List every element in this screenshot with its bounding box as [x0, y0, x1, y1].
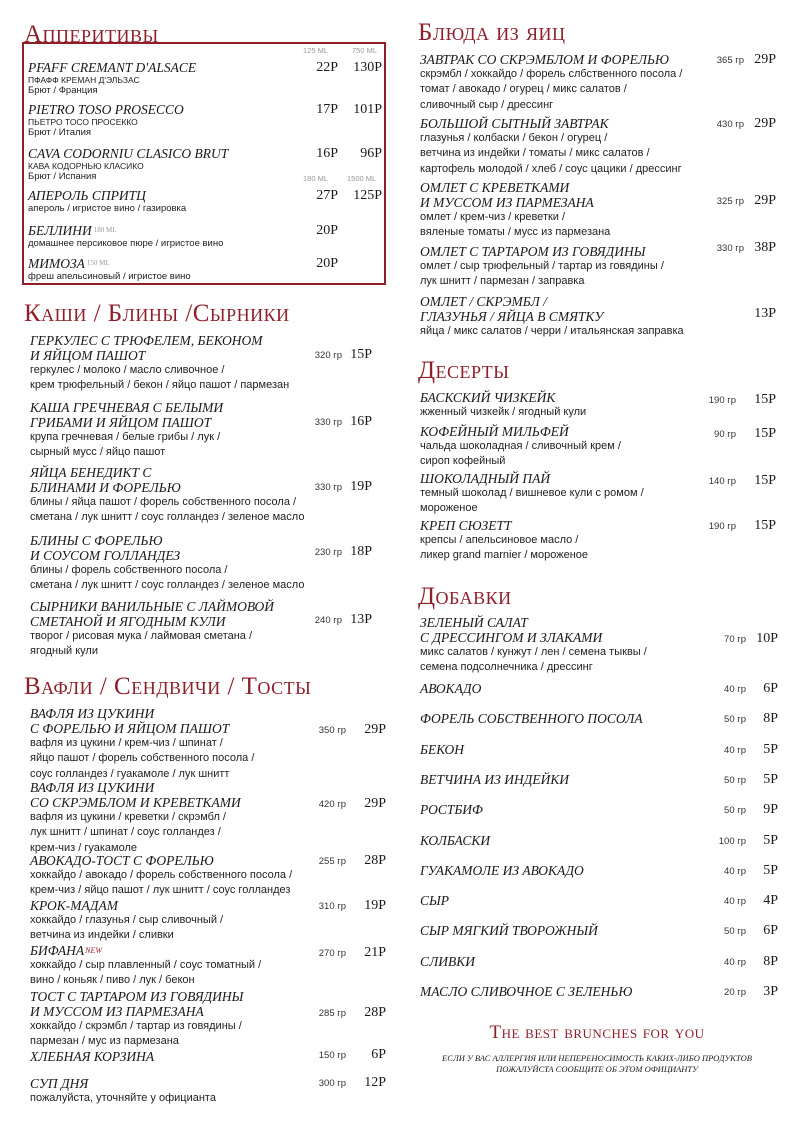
- price-small: 20Р: [316, 223, 338, 238]
- item-weight: 40 гр: [724, 896, 746, 908]
- item-name: И МУССОМ ИЗ ПАРМЕЗАНА: [420, 195, 594, 210]
- menu-item: [30, 400, 386, 461]
- item-weight: 365 гр: [716, 55, 744, 66]
- item-name: ОМЛЕТ С КРЕВЕТКАМИ: [420, 180, 570, 195]
- eggs-heading: Блюда из яиц: [418, 19, 566, 46]
- menu-item: [30, 853, 386, 899]
- item-name: ГРИБАМИ И ЯЙЦОМ ПАШОТ: [30, 415, 212, 430]
- menu-item: [30, 706, 386, 782]
- item-name: ГУАКАМОЛЕ ИЗ АВОКАДО: [420, 862, 584, 878]
- item-name: PIETRO TOSO PROSECCO: [28, 102, 184, 117]
- item-name: ВЕТЧИНА ИЗ ИНДЕЙКИ: [420, 771, 570, 787]
- item-name: БЕКОН: [420, 741, 465, 757]
- item-weight: 330 гр: [314, 482, 342, 493]
- menu-item: [420, 240, 776, 290]
- item-desc: омлет / крем-чиз / креветки /: [420, 211, 566, 223]
- allergy-note: [418, 1053, 776, 1075]
- menu-item: [30, 533, 386, 594]
- item-weight: 255 гр: [318, 856, 346, 867]
- addon-item: [420, 802, 776, 817]
- item-desc: крепсы / апельсиновое масло /: [420, 534, 579, 546]
- item-name: КРОК-МАДАМ: [30, 898, 119, 913]
- item-desc: Брют / Франция: [28, 85, 98, 96]
- aperitif-item: [28, 188, 386, 214]
- item-price: 15Р: [754, 473, 776, 488]
- item-name: ГЕРКУЛЕС С ТРЮФЕЛЕМ, БЕКОНОМ: [30, 333, 263, 348]
- item-desc: крем-чиз / яйцо пашот / лук шнитт / соус голландез: [30, 884, 291, 897]
- item-name: ОМЛЕТ С ТАРТАРОМ ИЗ ГОВЯДИНЫ: [420, 244, 646, 259]
- item-name: И ЯЙЦОМ ПАШОТ: [30, 348, 146, 363]
- item-weight: 230 гр: [314, 547, 342, 558]
- item-desc: хоккайдо / авокадо / форель собственного посола /: [30, 869, 293, 881]
- item-name: СМЕТАНОЙ И ЯГОДНЫМ КУЛИ: [30, 614, 226, 629]
- item-name: КАША ГРЕЧНЕВАЯ С БЕЛЫМИ: [30, 400, 224, 415]
- item-weight: 40 гр: [724, 684, 746, 695]
- item-weight: 50 гр: [724, 774, 746, 786]
- item-name: СО СКРЭМБЛОМ И КРЕВЕТКАМИ: [30, 795, 241, 810]
- item-name: АВОКАДО-ТОСТ С ФОРЕЛЬЮ: [30, 853, 214, 868]
- item-name: И МУССОМ ИЗ ПАРМЕЗАНА: [30, 1004, 204, 1019]
- item-weight: 140 гр: [708, 476, 736, 487]
- allergy-note-line: ПОЖАЛУЙСТА СООБЩИТЕ ОБ ЭТОМ ОФИЦИАНТУ: [496, 1064, 698, 1074]
- item-weight: 330 гр: [716, 243, 744, 254]
- item-weight: 50 гр: [724, 926, 746, 938]
- item-desc: крем трюфельный / бекон / яйцо пашот / пармезан: [30, 379, 290, 392]
- vol-header-1500: 1500 ML: [347, 174, 377, 183]
- menu-item: [30, 465, 386, 526]
- item-price: 6Р: [763, 681, 778, 696]
- item-name: БОЛЬШОЙ СЫТНЫЙ ЗАВТРАК: [420, 116, 609, 131]
- item-volume: 150 ML: [86, 259, 110, 267]
- menu-item: [420, 518, 776, 564]
- item-name: С ФОРЕЛЬЮ И ЯЙЦОМ ПАШОТ: [30, 721, 230, 736]
- item-price: 5Р: [763, 741, 778, 757]
- menu-item: [30, 943, 386, 989]
- aperitif-item: [28, 223, 386, 249]
- item-desc: семена подсолнечника / дрессинг: [420, 661, 593, 674]
- item-price: 12Р: [364, 1075, 386, 1090]
- menu-item: [420, 180, 776, 241]
- addon-item: [420, 742, 776, 757]
- item-price: 29Р: [754, 116, 776, 131]
- item-desc: вяленые томаты / мусс из пармезана: [420, 226, 611, 239]
- item-name: ГЛАЗУНЬЯ / ЯЙЦА В СМЯТКУ: [420, 309, 604, 324]
- aperitif-item: [28, 146, 386, 182]
- vol-header-125: 125 ML: [303, 46, 329, 55]
- item-price: 6Р: [371, 1047, 386, 1062]
- menu-item: [30, 333, 386, 394]
- item-desc: домашнее персиковое пюре / игристое вино: [28, 238, 224, 249]
- item-desc: апероль / игристое вино / газировка: [28, 203, 187, 214]
- item-desc: хоккайдо / скрэмбл / тартар из говядины /: [30, 1020, 242, 1032]
- item-desc: сырный мусс / яйцо пашот: [30, 446, 166, 459]
- item-weight: 285 гр: [318, 1008, 346, 1019]
- item-name: ШОКОЛАДНЫЙ ПАЙ: [420, 471, 551, 486]
- item-price: 6Р: [763, 923, 778, 939]
- item-name: МИМОЗА: [28, 256, 85, 271]
- item-name: ХЛЕБНАЯ КОРЗИНА: [30, 1049, 155, 1064]
- menu-item: [30, 1076, 386, 1106]
- item-price: 16Р: [350, 414, 372, 429]
- addon-item: [420, 681, 776, 696]
- item-desc: хоккайдо / сыр плавленный / соус томатный /: [30, 959, 262, 971]
- item-name: ТОСТ С ТАРТАРОМ ИЗ ГОВЯДИНЫ: [30, 989, 244, 1004]
- item-name: СЫР МЯГКИЙ ТВОРОЖНЫЙ: [420, 923, 598, 939]
- menu-item: [420, 471, 776, 517]
- item-name: МАСЛО СЛИВОЧНОЕ С ЗЕЛЕНЬЮ: [420, 984, 633, 999]
- item-name: ЯЙЦА БЕНЕДИКТ С: [30, 465, 152, 480]
- item-weight: 270 гр: [318, 948, 346, 959]
- waffles-heading: Вафли / Сендвичи / Тосты: [24, 673, 312, 700]
- item-price: 29Р: [754, 193, 776, 208]
- item-price: 13Р: [350, 612, 372, 627]
- item-weight: 320 гр: [314, 350, 342, 361]
- item-name: ВАФЛЯ ИЗ ЦУКИНИ: [30, 706, 155, 721]
- tagline: The best brunches for you: [489, 1022, 705, 1043]
- aperitif-item: [28, 102, 386, 138]
- menu-item: [30, 599, 386, 660]
- item-weight: 350 гр: [318, 725, 346, 736]
- price-large: 130Р: [353, 60, 382, 75]
- item-weight: 100 гр: [718, 835, 746, 847]
- item-desc: крупа гречневая / белые грибы / лук /: [30, 431, 221, 443]
- item-name: БЛИНЫ С ФОРЕЛЬЮ: [30, 533, 163, 548]
- addons-heading: Добавки: [418, 583, 512, 610]
- item-name: ФОРЕЛЬ СОБСТВЕННОГО ПОСОЛА: [420, 711, 643, 727]
- addon-item: [420, 923, 776, 938]
- menu-item: [420, 294, 776, 339]
- item-price: 38Р: [754, 240, 776, 255]
- vol-header-180: 180 ML: [303, 174, 329, 183]
- item-desc: вафля из цукини / креветки / скрэмбл /: [30, 811, 226, 823]
- item-desc: фреш апельсиновый / игристое вино: [28, 271, 191, 282]
- item-name: БИФАНА: [30, 943, 85, 958]
- item-price: 5Р: [763, 832, 778, 848]
- item-price: 3Р: [763, 984, 778, 999]
- item-desc: картофель молодой / хлеб / соус цацики / дрессинг: [420, 162, 682, 175]
- item-desc: соус голландез / гуакамоле / лук шнитт: [30, 767, 230, 780]
- menu-item: [420, 390, 776, 420]
- item-subname: ПФАФФ КРЕМАН Д'ЭЛЬЗАС: [28, 75, 140, 85]
- item-desc: ветчина из индейки / сливки: [30, 929, 174, 942]
- item-desc: сметана / лук шнитт / соус голландез / зеленое масло: [30, 579, 305, 592]
- item-name: СУП ДНЯ: [30, 1076, 89, 1091]
- item-desc: пожалуйста, уточняйте у официанта: [30, 1092, 216, 1104]
- item-name: БАСКСКИЙ ЧИЗКЕЙК: [420, 390, 556, 405]
- item-price: 28Р: [364, 853, 386, 868]
- item-desc: скрэмбл / хоккайдо / форель слбственного посола /: [420, 68, 683, 80]
- item-price: 5Р: [763, 862, 778, 878]
- item-name: КОФЕЙНЫЙ МИЛЬФЕЙ: [420, 424, 569, 439]
- item-desc: хоккайдо / глазунья / сыр сливочный /: [30, 914, 224, 926]
- item-weight: 70 гр: [724, 634, 746, 645]
- item-desc: чальда шоколадная / сливочный крем /: [420, 440, 621, 452]
- item-desc: пармезан / мус из пармезана: [30, 1035, 179, 1048]
- menu-item: [420, 52, 776, 113]
- menu-item: [30, 898, 386, 944]
- price-small: 27Р: [316, 188, 338, 203]
- item-desc: лук шнитт / шпинат / соус голландез /: [30, 826, 221, 839]
- addon-item: [420, 833, 776, 848]
- item-weight: 300 гр: [318, 1078, 346, 1089]
- item-price: 15Р: [754, 426, 776, 441]
- item-name: АВОКАДО: [420, 681, 482, 696]
- item-price: 5Р: [763, 771, 778, 787]
- item-weight: 310 гр: [318, 901, 346, 912]
- item-name: ВАФЛЯ ИЗ ЦУКИНИ: [30, 780, 155, 795]
- item-weight: 420 гр: [318, 799, 346, 810]
- price-small: 17Р: [316, 102, 338, 117]
- desserts-heading: Десерты: [418, 357, 510, 384]
- item-price: 28Р: [364, 1005, 386, 1020]
- item-price: 8Р: [763, 953, 778, 969]
- item-price: 18Р: [350, 544, 372, 559]
- price-large: 125Р: [353, 188, 382, 203]
- item-weight: 20 гр: [724, 987, 746, 998]
- addon-item: [420, 984, 776, 999]
- item-desc: омлет / сыр трюфельный / тартар из говядины /: [420, 260, 664, 272]
- item-price: 8Р: [763, 711, 778, 727]
- item-weight: 325 гр: [716, 196, 744, 207]
- menu-item: [30, 989, 386, 1050]
- new-badge: NEW: [85, 946, 103, 955]
- item-weight: 150 гр: [318, 1050, 346, 1061]
- item-price: 21Р: [364, 945, 386, 960]
- item-desc: сливочный сыр / дрессинг: [420, 98, 554, 111]
- aperitif-item: [28, 60, 386, 96]
- item-desc: сметана / лук шнитт / соус голландез / зеленое масло: [30, 511, 305, 524]
- item-weight: 40 гр: [724, 865, 746, 877]
- item-desc: творог / рисовая мука / лаймовая сметана /: [30, 630, 253, 642]
- item-desc: жженный чизкейк / ягодный кули: [420, 406, 587, 418]
- item-name: СЫР: [420, 893, 450, 909]
- item-desc: вафля из цукини / крем-чиз / шпинат /: [30, 737, 223, 749]
- item-name: РОСТБИФ: [420, 802, 483, 818]
- item-name: АПЕРОЛЬ СПРИТЦ: [28, 188, 146, 203]
- item-price: 13Р: [754, 306, 776, 321]
- item-desc: Брют / Италия: [28, 127, 92, 138]
- item-desc: крем-чиз / гуакамоле: [30, 841, 138, 854]
- item-desc: Брют / Испания: [28, 171, 97, 182]
- allergy-note-line: ЕСЛИ У ВАС АЛЛЕРГИЯ ИЛИ НЕПЕРЕНОСИМОСТЬ КАКИХ-ЛИБО ПРОДУКТОВ: [442, 1053, 752, 1063]
- item-name: КРЕП СЮЗЕТТ: [420, 518, 512, 533]
- item-desc: геркулес / молоко / масло сливочное /: [30, 364, 225, 376]
- item-volume: 180 ML: [93, 226, 117, 234]
- item-weight: 190 гр: [708, 395, 736, 406]
- item-name: ЗАВТРАК СО СКРЭМБЛОМ И ФОРЕЛЬЮ: [420, 52, 669, 67]
- item-weight: 50 гр: [724, 805, 746, 817]
- item-desc: яйца / микс салатов / черри / итальянская заправка: [420, 325, 684, 337]
- item-name: С ДРЕССИНГОМ И ЗЛАКАМИ: [420, 630, 603, 645]
- price-large: 101Р: [353, 102, 382, 117]
- item-price: 15Р: [350, 347, 372, 362]
- item-price: 19Р: [350, 479, 372, 494]
- item-price: 9Р: [763, 802, 778, 818]
- addon-item: [420, 711, 776, 726]
- item-price: 19Р: [364, 898, 386, 913]
- vol-header-750: 750 ML: [352, 46, 378, 55]
- item-price: 29Р: [754, 52, 776, 67]
- aperitif-item: [28, 256, 386, 282]
- menu-item: [420, 424, 776, 470]
- item-weight: 430 гр: [716, 119, 744, 130]
- item-weight: 240 гр: [314, 615, 342, 626]
- item-price: 15Р: [754, 392, 776, 407]
- item-price: 29Р: [364, 796, 386, 811]
- aperitif-heading: Апперитивы: [24, 21, 159, 48]
- item-desc: томат / авокадо / огурец / микс салатов /: [420, 83, 627, 96]
- item-desc: темный шоколад / вишневое кули с ромом /: [420, 487, 644, 499]
- item-desc: блины / яйца пашот / форель собственного посола /: [30, 496, 297, 508]
- menu-item: [420, 615, 776, 676]
- item-name: И СОУСОМ ГОЛЛАНДЕЗ: [30, 548, 181, 563]
- item-name: CAVA CODORNIU CLASICO BRUT: [28, 146, 229, 161]
- item-price: 15Р: [754, 518, 776, 533]
- price-small: 16Р: [316, 146, 338, 161]
- item-name: БЛИНАМИ И ФОРЕЛЬЮ: [30, 480, 181, 495]
- item-desc: ягодный кули: [30, 645, 98, 658]
- price-small: 22Р: [316, 60, 338, 75]
- addon-item: [420, 893, 776, 908]
- item-desc: ликер grand marnier / мороженое: [420, 549, 589, 562]
- item-weight: 90 гр: [714, 429, 736, 440]
- addon-item: [420, 772, 776, 787]
- item-desc: лук шнитт / пармезан / заправка: [420, 275, 585, 288]
- item-name: СЛИВКИ: [420, 953, 476, 969]
- item-desc: мороженое: [420, 502, 478, 515]
- addon-item: [420, 863, 776, 878]
- item-price: 4Р: [763, 893, 778, 909]
- item-weight: 40 гр: [724, 744, 746, 756]
- item-subname: КАВА КОДОРНЬЮ КЛАСИКО: [28, 161, 144, 171]
- item-weight: 330 гр: [314, 417, 342, 428]
- menu-item: [30, 780, 386, 856]
- porridge-heading: Каши / Блины /Сырники: [24, 300, 290, 327]
- item-price: 29Р: [364, 722, 386, 737]
- item-weight: 50 гр: [724, 714, 746, 726]
- item-weight: 190 гр: [708, 521, 736, 532]
- item-name: БЕЛЛИНИ: [28, 223, 92, 238]
- item-name: ОМЛЕТ / СКРЭМБЛ /: [420, 294, 547, 309]
- item-weight: 40 гр: [724, 956, 746, 968]
- item-name: ЗЕЛЕНЫЙ САЛАТ: [420, 615, 528, 630]
- price-small: 20Р: [316, 256, 338, 271]
- item-desc: микс салатов / кунжут / лен / семена тыквы /: [420, 646, 647, 658]
- item-subname: ПЬЕТРО ТОСО ПРОСЕККО: [28, 117, 138, 127]
- item-price: 10Р: [756, 631, 778, 646]
- item-desc: блины / форель собственного посола /: [30, 564, 228, 576]
- item-desc: вино / коньяк / пиво / лук / бекон: [30, 974, 195, 987]
- item-desc: сироп кофейный: [420, 455, 506, 468]
- item-name: PFAFF CREMANT D'ALSACE: [28, 60, 197, 75]
- item-name: СЫРНИКИ ВАНИЛЬНЫЕ С ЛАЙМОВОЙ: [30, 599, 274, 614]
- menu-item: [420, 116, 776, 177]
- item-name: КОЛБАСКИ: [420, 832, 491, 848]
- menu-item: [30, 1049, 386, 1064]
- item-desc: яйцо пашот / форель собственного посола /: [30, 752, 255, 765]
- addon-item: [420, 954, 776, 969]
- price-large: 96Р: [360, 146, 382, 161]
- item-desc: глазунья / колбаски / бекон / огурец /: [420, 132, 608, 144]
- item-desc: ветчина из индейки / томаты / микс салатов /: [420, 147, 650, 160]
